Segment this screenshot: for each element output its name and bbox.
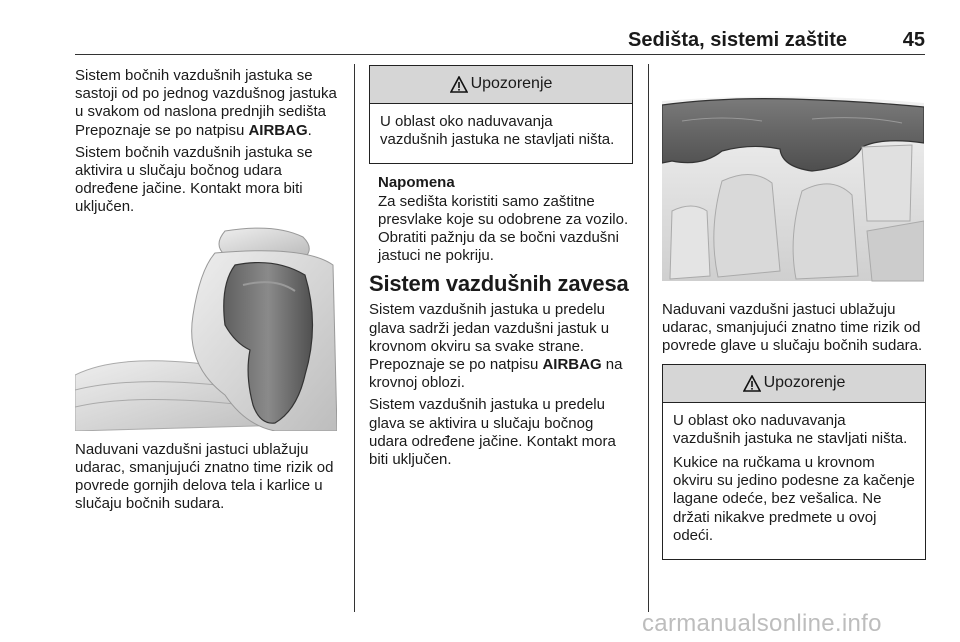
column-1 <box>75 67 345 517</box>
curtain-airbag-illustration-icon <box>662 71 924 291</box>
section-title-curtain-airbag: Sistem vazdušnih zavesa <box>369 271 629 297</box>
warning-body-2 <box>663 403 925 559</box>
warning-triangle-icon <box>450 76 468 93</box>
column-divider-1 <box>354 64 355 612</box>
warning-body <box>370 104 632 163</box>
warning-heading-2: Upozorenje <box>763 374 846 391</box>
column-divider-2 <box>648 64 649 612</box>
seat-side-airbag-illustration-icon <box>75 225 337 431</box>
warning-heading: Upozorenje <box>470 75 553 93</box>
warning-header <box>370 66 632 104</box>
column-3 <box>662 65 926 570</box>
paragraph-side-airbag-intro: Sistem bočnih vazdušnih jastuka se sastoji od po jednog vazdušnog jastuka u svakom od naslona prednjih sedišta Prepoznaje se po natpisu AIRBAG. <box>75 67 337 139</box>
warning-box <box>369 65 633 164</box>
airbag-label: AIRBAG <box>248 121 308 139</box>
warning-text-2b: Kukice na ručkama u krovnom okviru su jedino podesne za kačenje lagane odeće, bez vešalica. Ne držati nikakve predmete u ovoj odeći. <box>673 454 915 544</box>
column-2 <box>369 65 633 473</box>
paragraph-side-airbag-activation: Sistem bočnih vazdušnih jastuka se aktivira u slučaju bočnog udara određene jačine. Kontakt mora biti uključen. <box>75 143 313 216</box>
paragraph-curtain-activation: Sistem vazdušnih jastuka u predelu glava se aktivira u slučaju bočnog udara određene jačine. Kontakt mora biti uključen. <box>369 396 616 469</box>
note-block <box>369 174 633 265</box>
warning-header-2 <box>663 365 925 403</box>
warning-triangle-icon <box>743 375 761 392</box>
note-heading: Napomena <box>378 174 455 192</box>
page-header <box>75 22 925 54</box>
page-number: 45 <box>902 29 925 51</box>
paragraph-curtain-intro: Sistem vazdušnih jastuka u predelu glava sadrži jedan vazdušni jastuk u krovnom okviru sa svake strane. Prepoznaje se po natpisu AIRBAG na krovnoj oblozi. <box>369 301 623 392</box>
warning-text: U oblast oko naduvavanja vazdušnih jastuka ne stavljati ništa. <box>380 113 615 149</box>
note-text: Za sedišta koristiti samo zaštitne presvlake koje su odobrene za vozilo. Obratiti pažnju da se bočni vazdušni jastuci ne pokriju. <box>378 192 629 265</box>
figure-caption-side-airbag: Naduvani vazdušni jastuci ublažuju udarac, smanjujući znatno time rizik od povrede gornjih delova tela i karlice u slučaju bočnih sudara. <box>75 440 334 513</box>
warning-box-2 <box>662 364 926 560</box>
header-divider <box>75 54 925 55</box>
warning-text-2a: U oblast oko naduvavanja vazdušnih jastuka ne stavljati ništa. <box>673 411 908 447</box>
figure-caption-curtain-airbag: Naduvani vazdušni jastuci ublažuju udarac, smanjujući znatno time rizik od povrede glave u slučaju bočnih sudara. <box>662 301 923 355</box>
page-title: Sedišta, sistemi zaštite <box>628 29 847 51</box>
airbag-label: AIRBAG <box>542 356 602 374</box>
watermark: carmanualsonline.info <box>642 610 882 637</box>
